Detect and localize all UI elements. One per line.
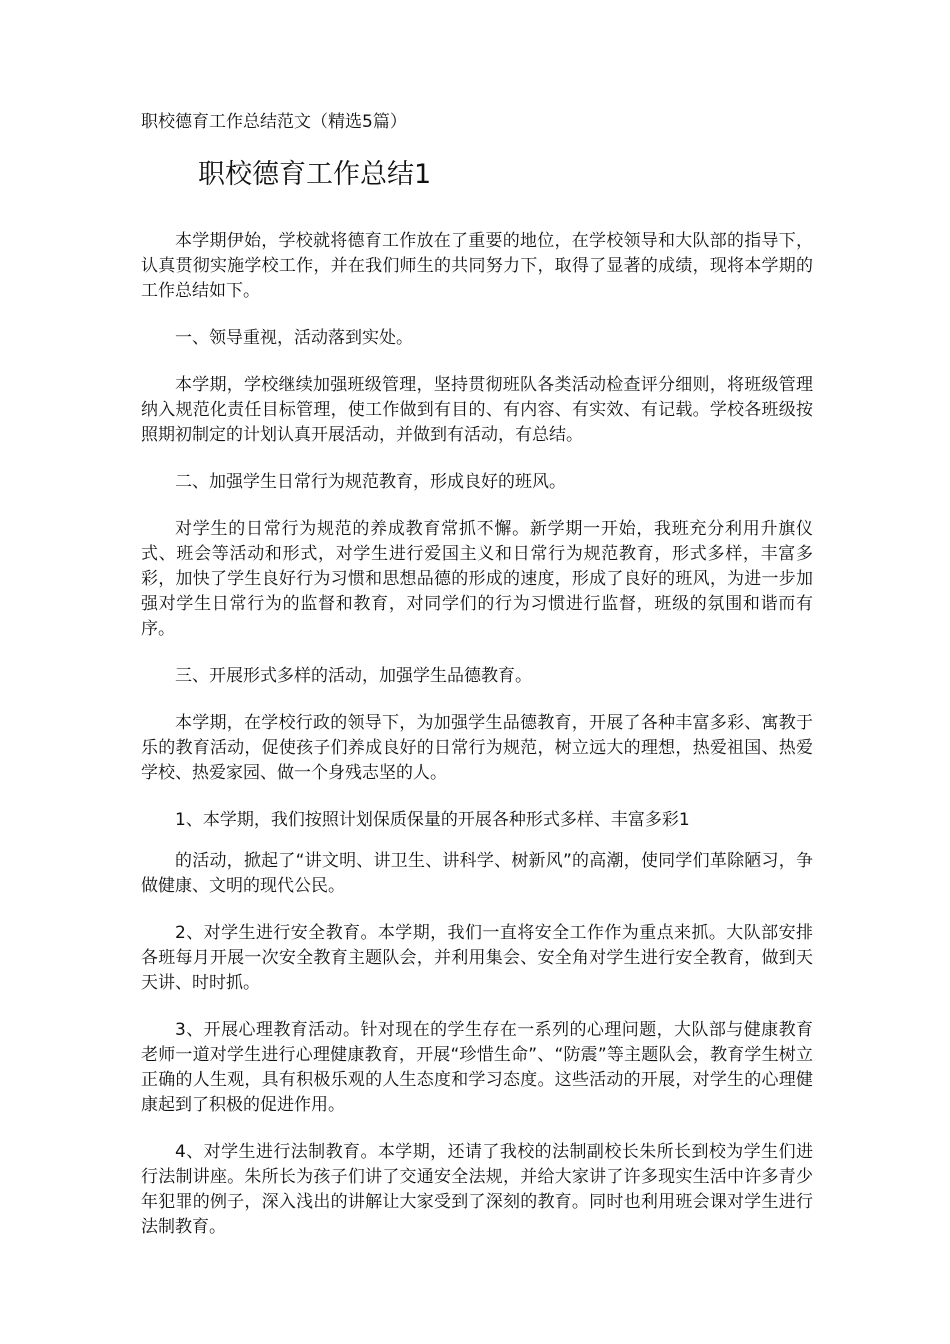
paragraph-behavior-education: 对学生的日常行为规范的养成教育常抓不懈。新学期一开始，我班充分利用升旗仪式、班会等活动和形式，对学生进行爱国主义和日常行为规范教育，形式多样，丰富多彩，加快了学生良好行为习惯和思想品德的形成的速度，形成了良好的班风，为进一步加强对学生日常行为的监督和教育，对同学们的行为习惯进行监督，班级的氛围和谐而有序。 <box>141 519 813 639</box>
document-header: 职校德育工作总结范文（精选5篇） <box>141 112 407 132</box>
section-heading-1: 一、领导重视，活动落到实处。 <box>175 328 413 348</box>
paragraph-intro: 本学期伊始，学校就将德育工作放在了重要的地位，在学校领导和大队部的指导下，认真贯彻实施学校工作，并在我们师生的共同努力下，取得了显著的成绩，现将本学期的工作总结如下。 <box>141 231 813 301</box>
list-item-4-legal: 4、对学生进行法制教育。本学期，还请了我校的法制副校长朱所长到校为学生们进行法制讲座。朱所长为孩子们讲了交通安全法规，并给大家讲了许多现实生活中许多青少年犯罪的例子，深入浅出的讲解让大家受到了深刻的教育。同时也利用班会课对学生进行法制教育。 <box>141 1142 813 1237</box>
paragraph-class-management: 本学期，学校继续加强班级管理，坚持贯彻班队各类活动检查评分细则，将班级管理纳入规范化责任目标管理，使工作做到有目的、有内容、有实效、有记载。学校各班级按照期初制定的计划认真开展活动，并做到有活动，有总结。 <box>141 375 813 445</box>
section-heading-2: 二、加强学生日常行为规范教育，形成良好的班风。 <box>175 472 566 492</box>
section-heading-3: 三、开展形式多样的活动，加强学生品德教育。 <box>175 666 532 686</box>
document-title: 职校德育工作总结1 <box>198 159 432 190</box>
document-body <box>141 229 813 1262</box>
list-item-2-safety: 2、对学生进行安全教育。本学期，我们一直将安全工作作为重点来抓。大队部安排各班每月开展一次安全教育主题队会，并利用集会、安全角对学生进行安全教育，做到天天讲、时时抓。 <box>141 923 813 993</box>
paragraph-moral-education: 本学期，在学校行政的领导下，为加强学生品德教育，开展了各种丰富多彩、寓教于乐的教育活动，促使孩子们养成良好的日常行为规范，树立远大的理想，热爱祖国、热爱学校、热爱家园、做一个身残志坚的人。 <box>141 713 813 783</box>
list-item-3-psychology: 3、开展心理教育活动。针对现在的学生存在一系列的心理问题，大队部与健康教育老师一道对学生进行心理健康教育，开展“珍惜生命”、“防震”等主题队会，教育学生树立正确的人生观，具有积极乐观的人生态度和学习态度。这些活动的开展，对学生的心理健康起到了积极的促进作用。 <box>141 1020 813 1115</box>
list-item-1-start: 1、本学期，我们按照计划保质保量的开展各种形式多样、丰富多彩1 <box>175 810 690 830</box>
list-item-1-continued: 的活动，掀起了“讲文明、讲卫生、讲科学、树新风”的高潮，使同学们革除陋习，争做健康、文明的现代公民。 <box>141 851 813 896</box>
